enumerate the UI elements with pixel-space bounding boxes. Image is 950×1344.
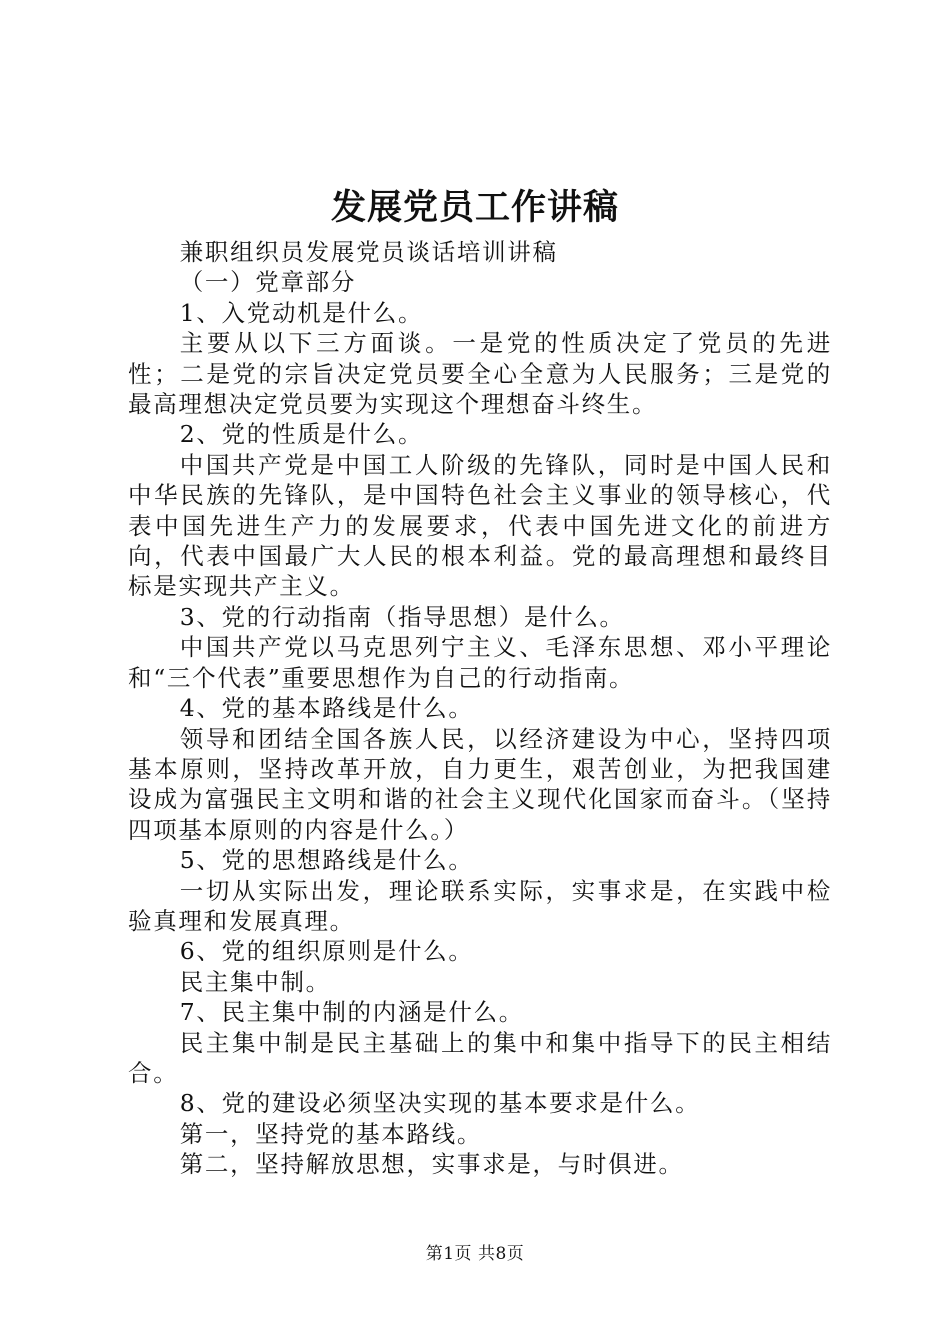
page-footer: 第1页 共8页 <box>425 1244 525 1264</box>
paragraph: 中国共产党是中国工人阶级的先锋队，同时是中国人民和中华民族的先锋队，是中国特色社会主义事业的领导核心，代表中国先进生产力的发展要求，代表中国先进文化的前进方向，代表中国最广大人民的根本利益。党的最高理想和最终目标是实现共产主义。 <box>128 450 832 601</box>
paragraph: 2、党的性质是什么。 <box>179 420 424 449</box>
paragraph: 3、党的行动指南（指导思想）是什么。 <box>179 602 625 631</box>
paragraph: 4、党的基本路线是什么。 <box>179 694 474 723</box>
paragraph: 7、民主集中制的内涵是什么。 <box>179 998 524 1027</box>
paragraph: 第二，坚持解放思想，实事求是，与时俱进。 <box>179 1150 684 1179</box>
paragraph: 1、入党动机是什么。 <box>179 298 424 327</box>
paragraph: 第一，坚持党的基本路线。 <box>179 1119 483 1148</box>
document-title: 发展党员工作讲稿 <box>330 187 619 228</box>
paragraph: 6、党的组织原则是什么。 <box>179 937 474 966</box>
paragraph: 8、党的建设必须坚决实现的基本要求是什么。 <box>179 1089 701 1118</box>
document-body <box>128 237 832 1180</box>
paragraph: 中国共产党以马克思列宁主义、毛泽东思想、邓小平理论和“三个代表”重要思想作为自己的行动指南。 <box>128 633 832 692</box>
paragraph: 民主集中制。 <box>179 967 331 996</box>
paragraph: 一切从实际出发，理论联系实际，实事求是，在实践中检验真理和发展真理。 <box>128 876 832 935</box>
paragraph: 5、党的思想路线是什么。 <box>179 846 474 875</box>
paragraph: 民主集中制是民主基础上的集中和集中指导下的民主相结合。 <box>128 1028 832 1087</box>
paragraph: 主要从以下三方面谈。一是党的性质决定了党员的先进性；二是党的宗旨决定党员要全心全意为人民服务；三是党的最高理想决定党员要为实现这个理想奋斗终生。 <box>128 329 832 419</box>
paragraph: （一）党章部分 <box>179 268 357 297</box>
paragraph: 领导和团结全国各族人民，以经济建设为中心，坚持四项基本原则，坚持改革开放，自力更生，艰苦创业，为把我国建设成为富强民主文明和谐的社会主义现代化国家而奋斗。（坚持四项基本原则的内容是什么。） <box>128 724 832 844</box>
paragraph: 兼职组织员发展党员谈话培训讲稿 <box>179 238 558 266</box>
